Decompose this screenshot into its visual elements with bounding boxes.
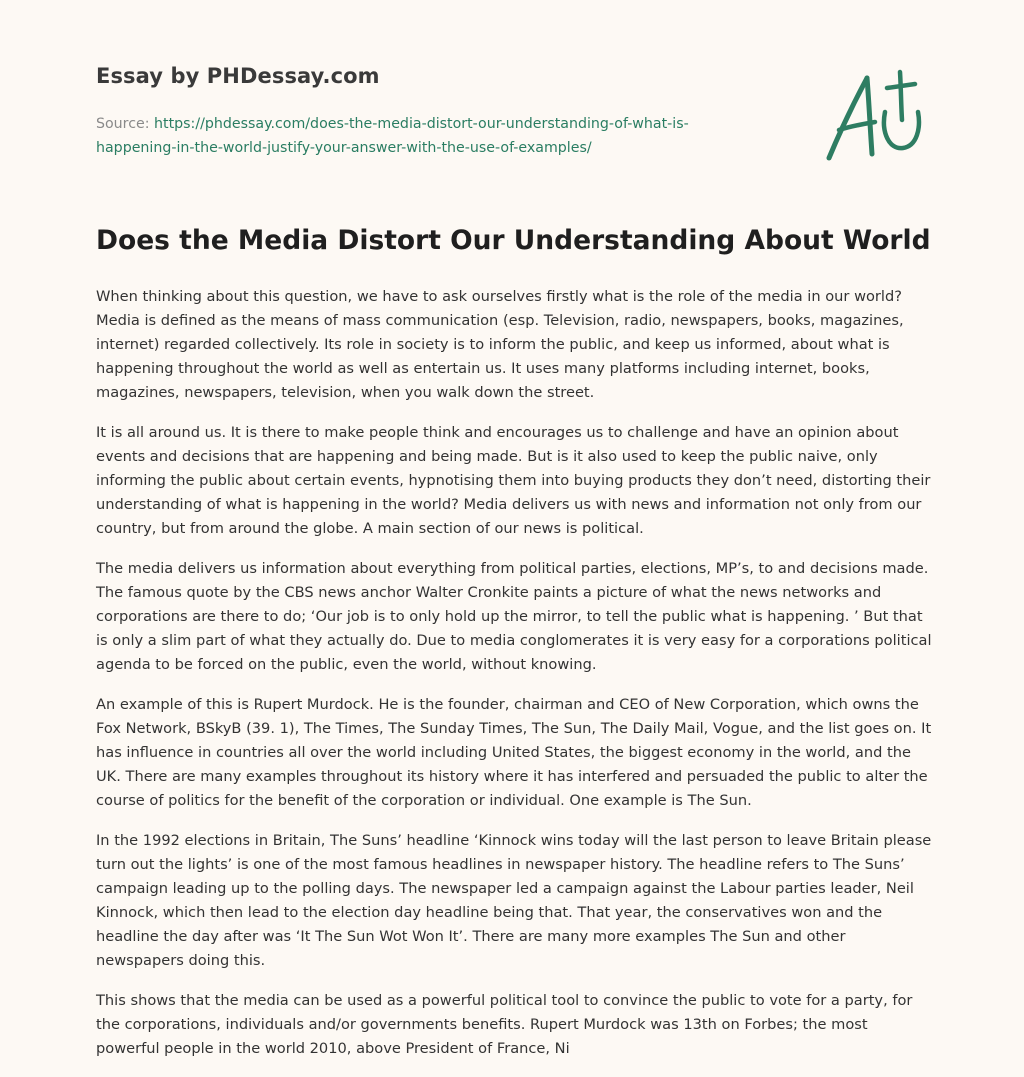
article-body xyxy=(96,285,932,1077)
source-link[interactable]: https://phdessay.com/does-the-media-distort-our-understanding-of-what-is-happening-in-the-world-justify-your-answer-with-the-use-of-examples/ xyxy=(96,116,689,156)
source-line xyxy=(96,112,756,160)
paragraph: When thinking about this question, we have to ask ourselves firstly what is the role of the media in our world? Media is defined as the means of mass communication (esp. Television, radio, newspapers, books, magazines, internet) regarded collectively. Its role in society is to inform the public, and keep us informed, about what is happening throughout the world as well as entertain us. It uses many platforms including internet, books, magazines, newspapers, television, when you walk down the street. xyxy=(96,288,904,401)
site-name: Essay by PHDessay.com xyxy=(96,64,380,88)
page-header xyxy=(96,0,928,200)
paragraph: The media delivers us information about everything from political parties, elections, MP’s, to and decisions made. The famous quote by the CBS news anchor Walter Cronkite paints a picture of what the news networks and corporations are there to do; ‘Our job is to only hold up the mirror, to tell the public what is happening. ’ But that is only a slim part of what they actually do. Due to media conglomerates it is very easy for a corporations political agenda to be forced on the public, even the world, without knowing. xyxy=(96,560,932,673)
a-plus-grade-icon xyxy=(823,66,933,166)
paragraph: It is all around us. It is there to make people think and encourages us to challenge and have an opinion about events and decisions that are happening and being made. But is it also used to keep the public naive, only informing the public about certain events, hypnotising them into buying products they don’t need, distorting their understanding of what is happening in the world? Media delivers us with news and information not only from our country, but from around the globe. A main section of our news is political. xyxy=(96,424,931,537)
source-label: Source: xyxy=(96,116,150,132)
paragraph: This shows that the media can be used as a powerful political tool to convince the public to vote for a party, for the corporations, individuals and/or governments benefits. Rupert Murdock was 13th on Forbes; the most powerful people in the world 2010, above President of France, Ni xyxy=(96,992,913,1057)
paragraph: An example of this is Rupert Murdock. He is the founder, chairman and CEO of New Corporation, which owns the Fox Network, BSkyB (39. 1), The Times, The Sunday Times, The Sun, The Daily Mail, Vogue, and the list goes on. It has influence in countries all over the world including United States, the biggest economy in the world, and the UK. There are many examples throughout its history where it has interfered and persuaded the public to alter the course of politics for the benefit of the corporation or individual. One example is The Sun. xyxy=(96,696,932,809)
article-title: Does the Media Distort Our Understanding About World xyxy=(96,225,931,256)
paragraph: In the 1992 elections in Britain, The Suns’ headline ‘Kinnock wins today will the last person to leave Britain please turn out the lights’ is one of the most famous headlines in newspaper history. The headline refers to The Suns’ campaign leading up to the polling days. The newspaper led a campaign against the Labour parties leader, Neil Kinnock, which then lead to the election day headline being that. That year, the conservatives won and the headline the day after was ‘It The Sun Wot Won It’. There are many more examples The Sun and other newspapers doing this. xyxy=(96,832,932,969)
